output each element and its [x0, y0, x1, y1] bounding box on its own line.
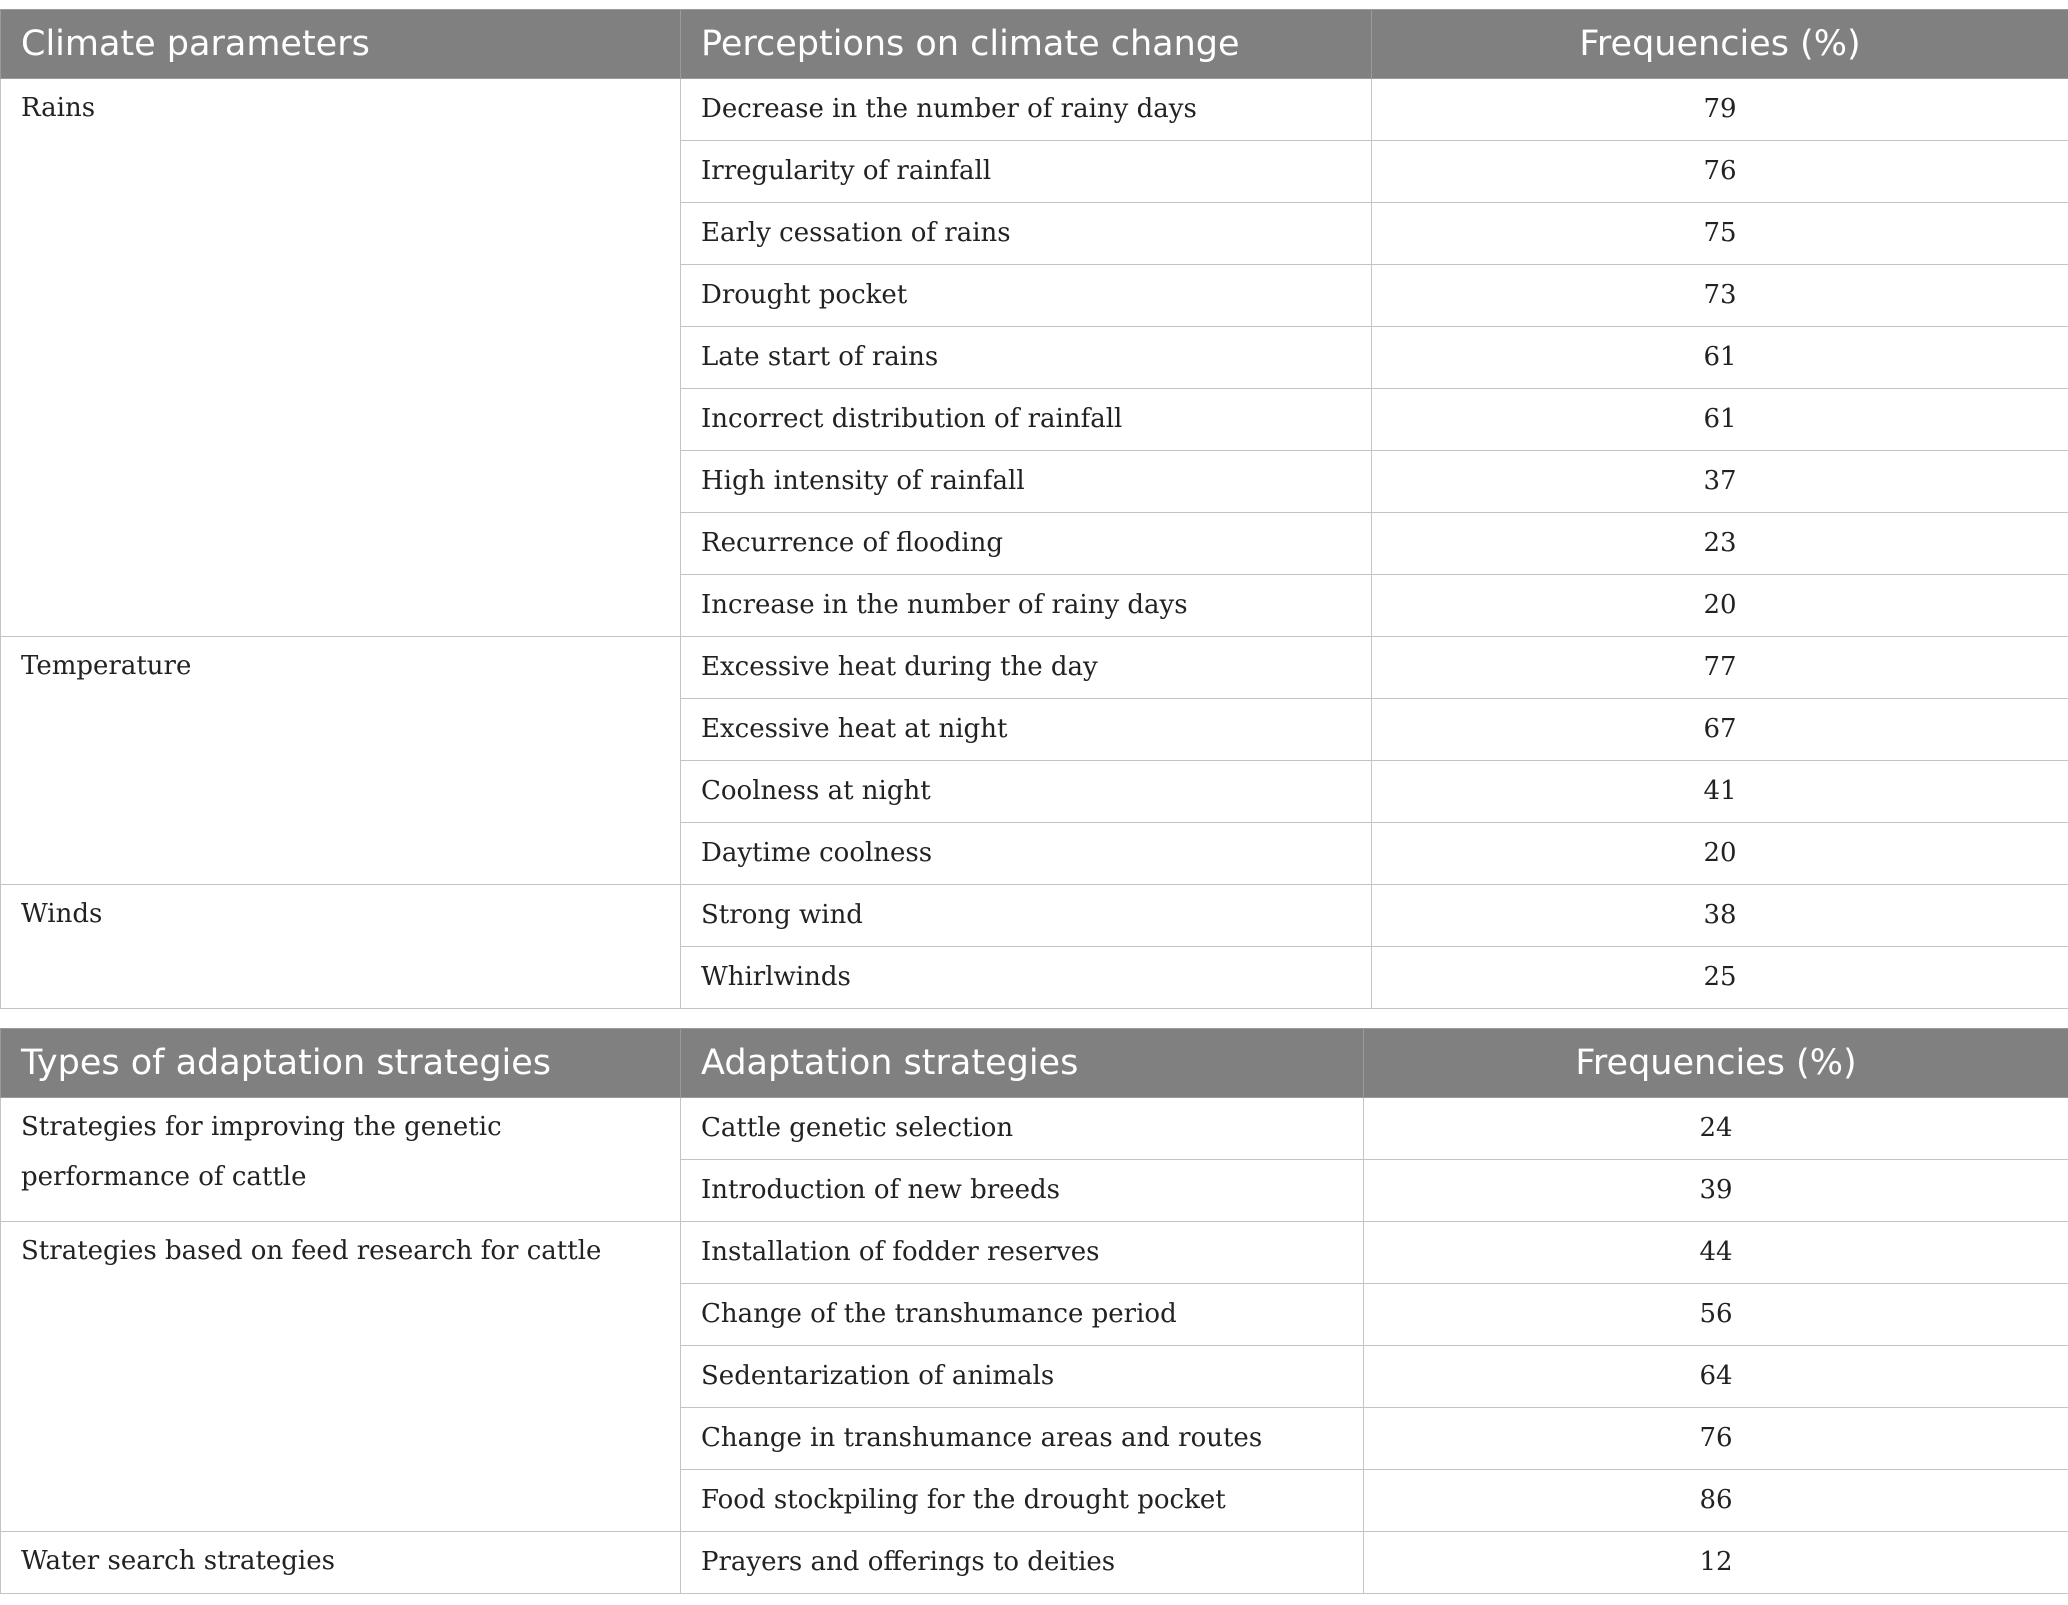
adaptation-strategies-table — [0, 1028, 2068, 1594]
frequency-cell: 56 — [1364, 1284, 2068, 1346]
frequency-cell: 12 — [1364, 1532, 2068, 1594]
frequency-cell: 61 — [1372, 327, 2068, 389]
frequency-cell: 77 — [1372, 637, 2068, 699]
item-cell: Whirlwinds — [681, 947, 1372, 1009]
group-label: Winds — [1, 885, 681, 1009]
header-perceptions: Perceptions on climate change — [681, 10, 1372, 79]
item-cell: Late start of rains — [681, 327, 1372, 389]
frequency-cell: 61 — [1372, 389, 2068, 451]
frequency-cell: 24 — [1364, 1098, 2068, 1160]
item-cell: Strong wind — [681, 885, 1372, 947]
frequency-cell: 37 — [1372, 451, 2068, 513]
item-cell: Decrease in the number of rainy days — [681, 79, 1372, 141]
frequency-cell: 75 — [1372, 203, 2068, 265]
item-cell: Early cessation of rains — [681, 203, 1372, 265]
header-strategies: Adaptation strategies — [681, 1029, 1364, 1098]
table-row — [1, 637, 2068, 699]
frequency-cell: 20 — [1372, 575, 2068, 637]
table-row — [1, 885, 2068, 947]
item-cell: Daytime coolness — [681, 823, 1372, 885]
frequency-cell: 41 — [1372, 761, 2068, 823]
header-row — [1, 1029, 2068, 1098]
header-row — [1, 10, 2068, 79]
item-cell: Excessive heat at night — [681, 699, 1372, 761]
group-label: Temperature — [1, 637, 681, 885]
table-row — [1, 1098, 2068, 1160]
frequency-cell: 23 — [1372, 513, 2068, 575]
header-frequencies: Frequencies (%) — [1372, 10, 2068, 79]
frequency-cell: 76 — [1364, 1408, 2068, 1470]
frequency-cell: 76 — [1372, 141, 2068, 203]
group-label: Strategies based on feed research for cattle — [1, 1222, 681, 1532]
group-label: Rains — [1, 79, 681, 637]
table-row — [1, 79, 2068, 141]
item-cell: Increase in the number of rainy days — [681, 575, 1372, 637]
frequency-cell: 39 — [1364, 1160, 2068, 1222]
frequency-cell: 64 — [1364, 1346, 2068, 1408]
item-cell: Cattle genetic selection — [681, 1098, 1364, 1160]
item-cell: Irregularity of rainfall — [681, 141, 1372, 203]
item-cell: Prayers and offerings to deities — [681, 1532, 1364, 1594]
item-cell: Sedentarization of animals — [681, 1346, 1364, 1408]
group-label: Water search strategies — [1, 1532, 681, 1594]
header-strategy-types: Types of adaptation strategies — [1, 1029, 681, 1098]
frequency-cell: 67 — [1372, 699, 2068, 761]
item-cell: Recurrence of flooding — [681, 513, 1372, 575]
frequency-cell: 73 — [1372, 265, 2068, 327]
item-cell: Change in transhumance areas and routes — [681, 1408, 1364, 1470]
item-cell: Excessive heat during the day — [681, 637, 1372, 699]
item-cell: High intensity of rainfall — [681, 451, 1372, 513]
header-frequencies: Frequencies (%) — [1364, 1029, 2068, 1098]
frequency-cell: 20 — [1372, 823, 2068, 885]
table-row — [1, 1532, 2068, 1594]
item-cell: Incorrect distribution of rainfall — [681, 389, 1372, 451]
frequency-cell: 44 — [1364, 1222, 2068, 1284]
frequency-cell: 86 — [1364, 1470, 2068, 1532]
item-cell: Coolness at night — [681, 761, 1372, 823]
frequency-cell: 79 — [1372, 79, 2068, 141]
table-row — [1, 1222, 2068, 1284]
item-cell: Change of the transhumance period — [681, 1284, 1364, 1346]
item-cell: Installation of fodder reserves — [681, 1222, 1364, 1284]
item-cell: Introduction of new breeds — [681, 1160, 1364, 1222]
item-cell: Food stockpiling for the drought pocket — [681, 1470, 1364, 1532]
item-cell: Drought pocket — [681, 265, 1372, 327]
group-label: Strategies for improving the genetic performance of cattle — [1, 1098, 681, 1222]
frequency-cell: 25 — [1372, 947, 2068, 1009]
climate-perceptions-table — [0, 9, 2068, 1009]
frequency-cell: 38 — [1372, 885, 2068, 947]
header-climate-parameters: Climate parameters — [1, 10, 681, 79]
